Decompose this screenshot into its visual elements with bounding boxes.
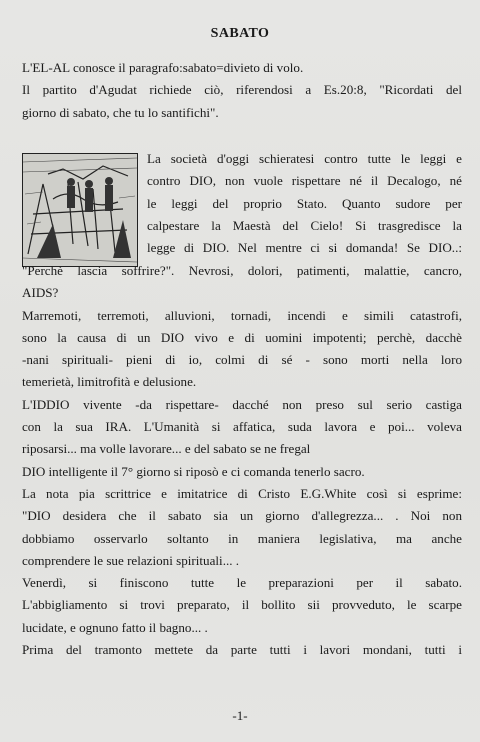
text-line: L'IDDIO vivente -da rispettare- dacché non preso sul serio castiga — [22, 396, 462, 412]
page-title: SABATO — [210, 26, 270, 41]
text-line: AIDS? — [22, 285, 59, 301]
text-line: -nani spirituali- pieni di io, colmi di sé - sono morti nella loro — [22, 352, 462, 368]
wrapped-paragraph — [147, 148, 462, 259]
text-line: La società d'oggi schieratesi contro tutte le leggi e — [147, 151, 462, 166]
woodcut-drawing — [23, 154, 137, 266]
text-line: le leggi del proprio Stato. Quanto sudore per — [147, 195, 462, 211]
text-line: "DIO desidera che il sabato sia un giorno d'allegrezza... . Noi non — [22, 508, 462, 524]
text-line: calpestare la Maestà del Cielo! Si trasgredisce la — [147, 217, 462, 233]
text-line: "Perchè lascia soffrire?". Nevrosi, dolori, patimenti, malattie, cancro, — [22, 263, 462, 278]
text-line: La nota pia scrittrice e imitatrice di Cristo E.G.White così si esprime: — [22, 485, 462, 501]
text-line: L'EL-AL conosce il paragrafo:sabato=divieto di volo. — [22, 60, 304, 75]
text-line: sono la causa di un DIO vivo e di uomini impotenti; perchè, dacchè — [22, 329, 462, 345]
text-line: Venerdì, si finiscono tutte le preparazioni per il sabato. — [22, 575, 462, 591]
text-line: temerietà, limitrofità e delusione. — [22, 374, 197, 390]
text-line: legge di DIO. Nel mentre ci si domanda! Se DIO..: — [147, 240, 462, 256]
text-line: Marremoti, terremoti, alluvioni, tornadi, incendi e simili catastrofi, — [22, 307, 462, 323]
woodcut-illustration — [22, 153, 138, 267]
text-line: comprendere le sue relazioni spirituali... . — [22, 552, 240, 568]
text-line: giorno di sabato, che tu lo santifichi". — [22, 104, 219, 120]
intro-paragraph — [22, 57, 462, 124]
text-line: DIO intelligente il 7° giorno si riposò e ci comanda tenerlo sacro. — [22, 463, 365, 479]
text-line: dobbiamo osservarlo soltanto in maniera legislativa, ma anche — [22, 530, 462, 546]
text-line: lucidate, e ognuno fatto il bagno... . — [22, 619, 208, 635]
text-line: con la sua IRA. L'Umanità si affatica, suda lavora e poi... voleva — [22, 419, 462, 435]
text-line: L'abbigliamento si trovi preparato, il bollito sii provveduto, le scarpe — [22, 597, 462, 613]
text-line: contro DIO, non vuole rispettare né il Decalogo, né — [147, 173, 462, 189]
text-line: riposarsi... ma volle lavorare... e del sabato se ne fregal — [22, 441, 311, 457]
text-line: Prima del tramonto mettete da parte tutti i lavori mondani, tutti i — [22, 642, 462, 658]
page-number: -1- — [232, 708, 248, 723]
text-line: Il partito d'Agudat richiede ciò, riferendosi a Es.20:8, "Ricordati del — [22, 82, 462, 98]
body-paragraphs — [22, 260, 462, 661]
